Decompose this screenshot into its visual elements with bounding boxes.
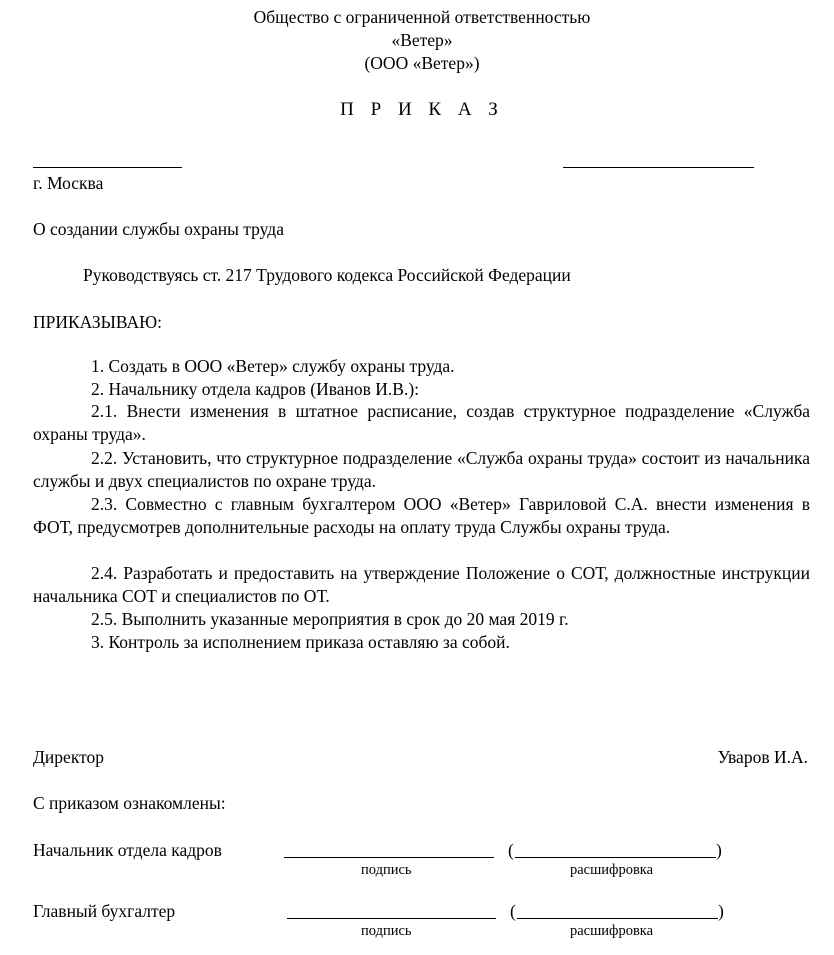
order-subject: О создании службы охраны труда [33,219,284,239]
signature-line [287,918,496,919]
item-2-3: 2.3. Совместно с главным бухгалтером ООО «Ветер» Гавриловой С.А. внести изменения в ФОТ, предусмотрев дополнительные расходы на оплату труда Службы охраны труда. [33,494,810,537]
signer-position: Директор [33,747,105,767]
ack-role: Начальник отдела кадров [33,840,222,860]
org-name-short: (ООО «Ветер») [364,53,480,73]
signature-line [284,857,494,858]
item-2-5: 2.5. Выполнить указанные мероприятия в срок до 20 мая 2019 г. [91,609,569,629]
document-title: П Р И К А З [340,99,504,120]
close-paren: ) [718,901,724,921]
place: г. Москва [33,173,104,193]
close-paren: ) [716,840,722,860]
order-basis: Руководствуясь ст. 217 Трудового кодекса Российской Федерации [83,265,571,285]
number-blank-line [563,167,754,168]
ack-role: Главный бухгалтер [33,901,176,921]
signer-name: Уваров И.А. [717,747,808,767]
decode-line [515,857,716,858]
org-name-line1: Общество с ограниченной ответственностью [253,7,591,27]
order-word: ПРИКАЗЫВАЮ: [33,312,162,332]
item-2-2: 2.2. Установить, что структурное подразделение «Служба охраны труда» состоит из начальника службы и двух специалистов по охране труда. [33,448,810,491]
item-2-4: 2.4. Разработать и предоставить на утверждение Положение о СОТ, должностные инструкции начальника СОТ и специалистов по ОТ. [33,563,810,606]
item-3: 3. Контроль за исполнением приказа оставляю за собой. [91,632,510,652]
item-2: 2. Начальнику отдела кадров (Иванов И.В.): [91,379,420,399]
decode-caption: расшифровка [570,862,654,878]
org-name-line2: «Ветер» [391,30,453,50]
acknowledged-heading: С приказом ознакомлены: [33,793,226,813]
sign-caption: подпись [361,862,412,878]
open-paren: ( [510,901,516,921]
sign-caption: подпись [361,923,412,939]
item-2-1: 2.1. Внести изменения в штатное расписание, создав структурное подразделение «Служба охраны труда». [33,401,810,444]
decode-line [517,918,718,919]
decode-caption: расшифровка [570,923,654,939]
item-1: 1. Создать в ООО «Ветер» службу охраны труда. [91,356,455,376]
open-paren: ( [508,840,514,860]
date-blank-line [33,167,182,168]
